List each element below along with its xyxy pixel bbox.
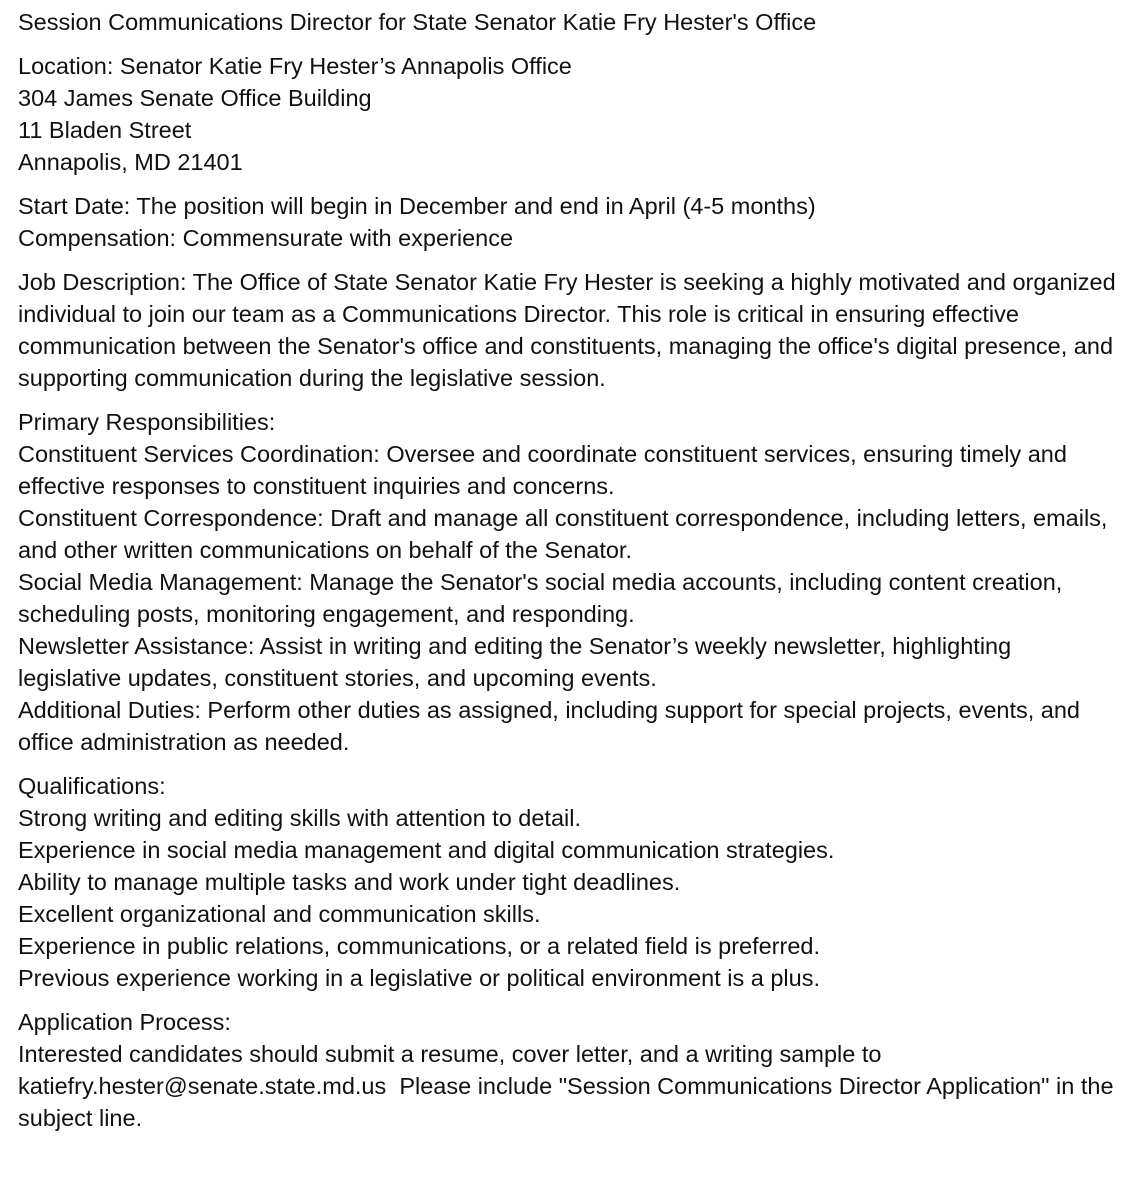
details-block (18, 190, 1116, 254)
address-line-2: 11 Bladen Street (18, 117, 192, 143)
address-line-1: 304 James Senate Office Building (18, 85, 372, 111)
document-body (18, 6, 1121, 1134)
location-block (18, 50, 1116, 178)
document-title: Session Communications Director for State Senator Katie Fry Hester's Office (18, 9, 817, 35)
application-outro: Please include "Session Communications Director Application" in the subject line. (18, 1073, 1121, 1131)
responsibility-item: Constituent Services Coordination: Oversee and coordinate constituent services, ensuring timely and effective responses to constituent inquiries and concerns. (18, 441, 1074, 499)
qualification-item: Ability to manage multiple tasks and work under tight deadlines. (18, 869, 681, 895)
qualification-item: Strong writing and editing skills with attention to detail. (18, 805, 582, 831)
document-title-block (18, 6, 1116, 38)
qualification-item: Excellent organizational and communication skills. (18, 901, 541, 927)
responsibility-item: Additional Duties: Perform other duties as assigned, including support for special projects, events, and office administration as needed. (18, 697, 1087, 755)
address-line-3: Annapolis, MD 21401 (18, 149, 243, 175)
qualification-item: Previous experience working in a legislative or political environment is a plus. (18, 965, 821, 991)
application-intro: Interested candidates should submit a resume, cover letter, and a writing sample to (18, 1041, 882, 1067)
application-block (18, 1006, 1121, 1134)
responsibilities-block (18, 406, 1116, 758)
compensation: Compensation: Commensurate with experience (18, 225, 514, 251)
qualification-item: Experience in social media management and digital communication strategies. (18, 837, 835, 863)
responsibilities-heading: Primary Responsibilities: (18, 409, 276, 435)
qualifications-block (18, 770, 1116, 994)
start-date: Start Date: The position will begin in December and end in April (4-5 months) (18, 193, 816, 219)
responsibility-item: Social Media Management: Manage the Senator's social media accounts, including content creation, scheduling posts, monitoring engagement, and responding. (18, 569, 1069, 627)
location-label: Location: Senator Katie Fry Hester’s Annapolis Office (18, 53, 572, 79)
application-heading: Application Process: (18, 1009, 231, 1035)
application-text (18, 1041, 1120, 1131)
responsibility-item: Constituent Correspondence: Draft and manage all constituent correspondence, including letters, emails, and other written communications on behalf of the Senator. (18, 505, 1114, 563)
qualifications-heading: Qualifications: (18, 773, 166, 799)
responsibility-item: Newsletter Assistance: Assist in writing and editing the Senator’s weekly newsletter, highlighting legislative updates, constituent stories, and upcoming events. (18, 633, 1018, 691)
job-description: Job Description: The Office of State Senator Katie Fry Hester is seeking a highly motivated and organized individual to join our team as a Communications Director. This role is critical in ensuring effective communication between the Senator's office and constituents, managing the office's digital presence, and supporting communication during the legislative session. (18, 269, 1116, 391)
application-email[interactable]: katiefry.hester@senate.state.md.us (18, 1073, 387, 1099)
qualification-item: Experience in public relations, communications, or a related field is preferred. (18, 933, 821, 959)
